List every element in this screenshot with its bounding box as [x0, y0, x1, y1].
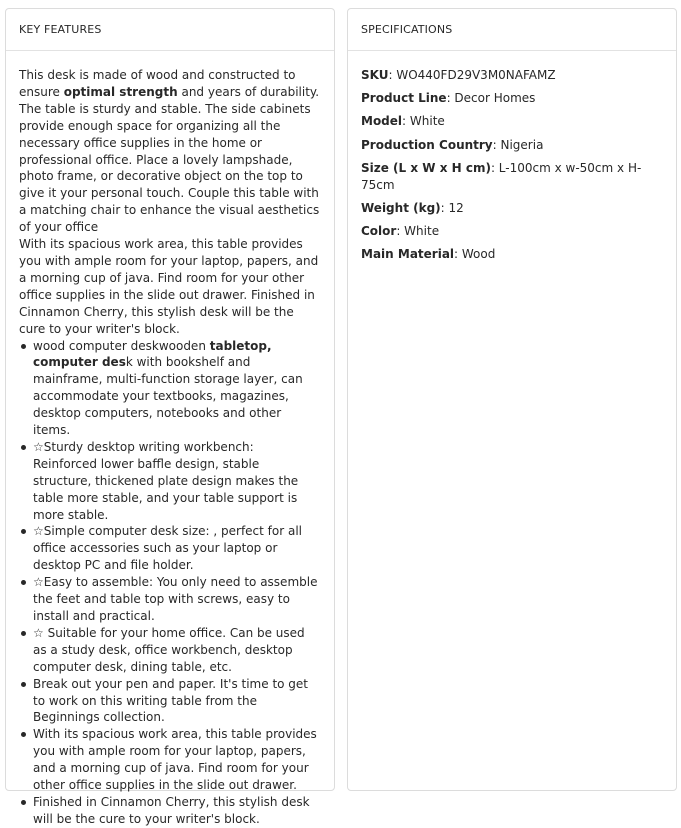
spec-key: SKU	[361, 68, 389, 82]
intro-text-a: This desk is made of wood and constructed to ensure	[19, 68, 296, 99]
spec-row-color	[361, 223, 663, 240]
bullet-text-c: k with bookshelf and mainframe, multi-function storage layer, can accommodate your textbooks, magazines, desktop computers, notebooks and other items.	[33, 355, 303, 438]
spec-key: Weight (kg)	[361, 200, 441, 215]
feature-bullet: Finished in Cinnamon Cherry, this stylish desk will be the cure to your writer's block.	[19, 794, 321, 828]
key-features-body	[6, 51, 334, 828]
feature-bullet: ☆Sturdy desktop writing workbench: Reinforced lower baffle design, stable structure, thickened plate design makes the table more stable, and your table support is more stable.	[19, 439, 321, 524]
spec-row-production-country	[361, 137, 663, 154]
spec-key: Main Material	[361, 247, 455, 262]
spec-key: Color	[361, 224, 397, 239]
spec-row-size	[361, 160, 663, 194]
specifications-header	[348, 9, 676, 51]
key-features-card	[5, 8, 335, 826]
spec-row-main-material	[361, 246, 663, 263]
spec-key: Size (L x W x H cm)	[361, 160, 491, 175]
spec-row-weight	[361, 200, 663, 217]
spec-key: Production Country	[361, 137, 493, 152]
key-features-header	[6, 9, 334, 51]
spec-key: Product Line	[361, 91, 447, 106]
bullet-bold-text: tabletop, computer des	[33, 338, 272, 370]
spec-value: : Wood	[454, 247, 496, 262]
intro-paragraph-2: With its spacious work area, this table provides you with ample room for your laptop, papers, and a morning cup of java. Find room for your other office supplies in the slide out drawer. Finished in Cinnamon Cherry, this stylish desk will be the cure to your writer's block.	[19, 237, 319, 336]
specifications-body	[348, 51, 676, 263]
intro-paragraph-1	[19, 67, 321, 236]
spec-row-model	[361, 113, 663, 130]
feature-bullet: Break out your pen and paper. It's time to get to work on this writing table from the Beginnings collection.	[19, 676, 321, 727]
intro-bold-strength: optimal strength	[63, 84, 178, 99]
feature-bullet	[19, 338, 321, 439]
feature-bullet: ☆Easy to assemble: You only need to assemble the feet and table top with screws, easy to install and practical.	[19, 574, 321, 625]
specifications-title: SPECIFICATIONS	[361, 23, 453, 36]
feature-bullet-list	[19, 338, 321, 828]
bullet-text-a: wood computer deskwooden	[33, 338, 210, 353]
intro-text-c: and years of durability. The table is sturdy and stable. The side cabinets provide enough space for organizing all the necessary office supplies in the home or professional office. Place a lovely lampshade, photo frame, or decorative object on the top to give it your personal touch. Couple this table with a matching chair to enhance the visual aesthetics of your office	[19, 84, 320, 235]
spec-row-product-line	[361, 90, 663, 107]
key-features-title: KEY FEATURES	[19, 23, 102, 36]
spec-value: : L-100cm x w-50cm x H-75cm	[361, 160, 642, 192]
spec-value: : 12	[440, 200, 464, 215]
spec-value: : White	[402, 114, 445, 129]
spec-value: : White	[396, 224, 440, 239]
feature-bullet: ☆Simple computer desk size: , perfect for all office accessories such as your laptop or desktop PC and file holder.	[19, 523, 321, 574]
spec-value: : Nigeria	[492, 137, 544, 152]
specifications-card	[347, 8, 677, 791]
feature-bullet: With its spacious work area, this table provides you with ample room for your laptop, papers, and a morning cup of java. Find room for your other office supplies in the slide out drawer.	[19, 726, 321, 794]
spec-value: : Decor Homes	[446, 91, 536, 106]
spec-value: : WO440FD29V3M0NAFAMZ	[388, 68, 556, 82]
feature-bullet: ☆ Suitable for your home office. Can be used as a study desk, office workbench, desktop computer desk, dining table, etc.	[19, 625, 321, 676]
spec-key: Model	[361, 114, 403, 129]
spec-row-sku	[361, 67, 663, 84]
